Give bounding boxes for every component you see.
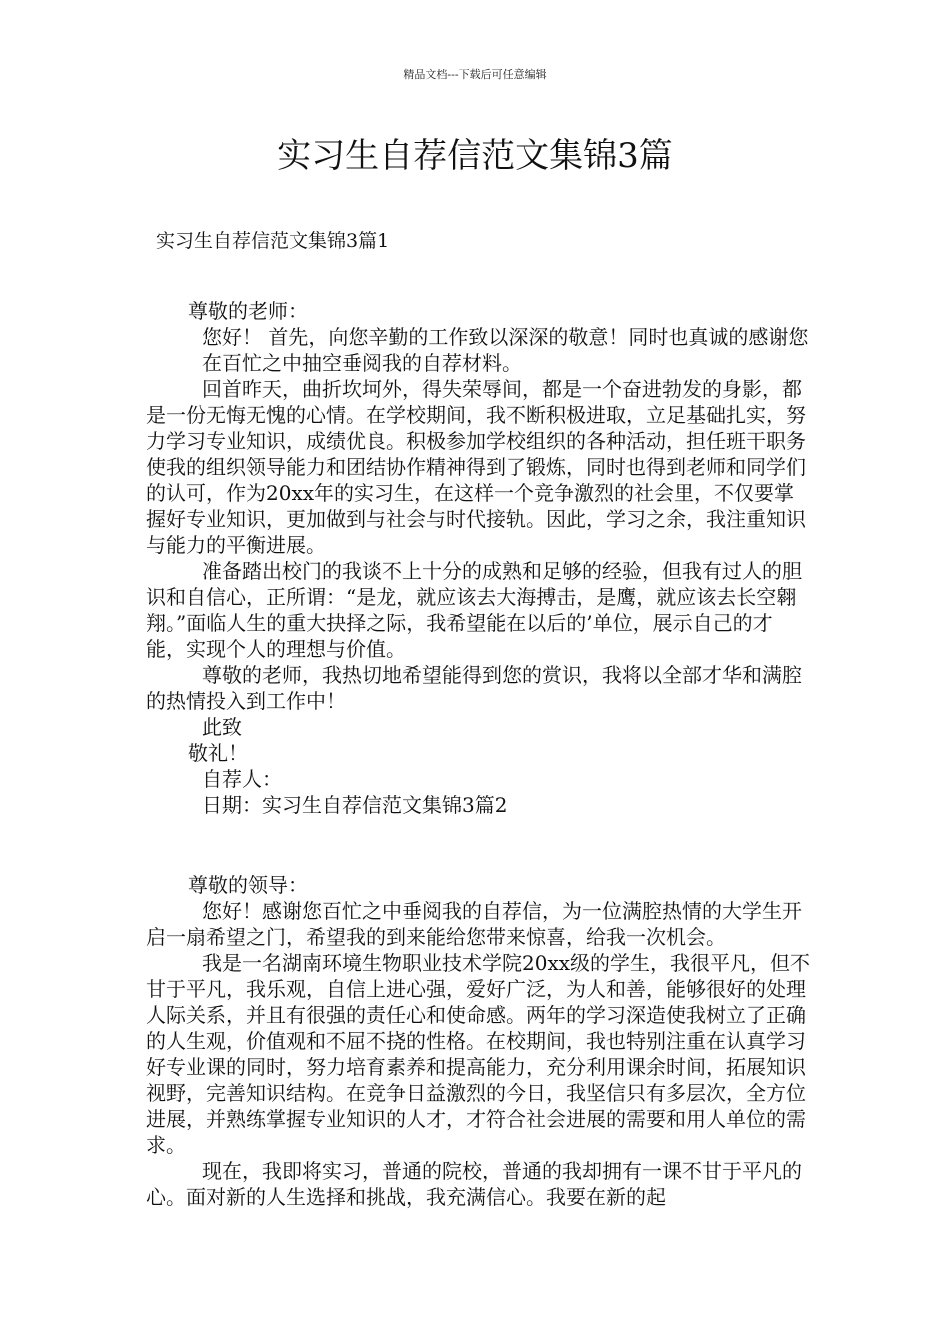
letter-1-signer: 自荐人： — [202, 767, 282, 791]
section-1-heading: 实习生自荐信范文集锦3篇1 — [156, 230, 390, 252]
letter-1-paragraph-3: 准备踏出校门的我谈不上十分的成熟和足够的经验，但我有过人的胆识和自信心，正所谓：“是龙，就应该去大海搏击，是鹰，就应该去长空翱翔。”面临人生的重大抉择之际，我希望能在以后的’单位，展示自己的才能，实现个人的理想与价值。 — [146, 559, 802, 661]
letter-2-paragraph-1: 您好！感谢您百忙之中垂阅我的自荐信，为一位满腔热情的大学生开启一扇希望之门，希望我的到来能给您带来惊喜，给我一次机会。 — [146, 899, 802, 949]
letter-1-body — [146, 298, 811, 818]
letter-2-paragraph-3: 现在，我即将实习，普通的院校，普通的我却拥有一课不甘于平凡的心。面对新的人生选择和挑战，我充满信心。我要在新的起 — [146, 1159, 802, 1209]
letter-1-paragraph-1-text: 您好！ 首先，向您辛勤的工作致以深深的敬意！同时也真诚的感谢您在百忙之中抽空垂阅我的自荐材料。 — [202, 325, 809, 375]
letter-2-salutation: 尊敬的领导： — [188, 873, 308, 897]
letter-1-paragraph-2: 回首昨天，曲折坎坷外，得失荣辱间，都是一个奋进勃发的身影，都是一份无悔无愧的心情。在学校期间，我不断积极进取，立足基础扎实，努力学习专业知识，成绩优良。积极参加学校组织的各种活动，担任班干职务使我的组织领导能力和团结协作精神得到了锻炼，同时也得到老师和同学们的认可，作为20xx年的实习生，在这样一个竞争激烈的社会里，不仅要掌握好专业知识，更加做到与社会与时代接轨。因此，学习之余，我注重知识与能力的平衡进展。 — [146, 377, 806, 557]
letter-1-salutation: 尊敬的老师： — [188, 299, 308, 323]
header-note: 精品文档---下载后可任意编辑 — [403, 68, 547, 81]
letter-1-paragraph-4: 尊敬的老师，我热切地希望能得到您的赏识，我将以全部才华和满腔的热情投入到工作中！ — [146, 663, 802, 713]
letter-1-closing-2: 敬礼！ — [188, 741, 248, 765]
letter-2-body — [146, 872, 811, 1210]
letter-1-paragraph-1 — [146, 324, 811, 376]
letter-1-closing-1: 此致 — [202, 715, 242, 739]
document-title: 实习生自荐信范文集锦3篇 — [277, 136, 673, 176]
letter-1-date: 日期：实习生自荐信范文集锦3篇2 — [202, 793, 508, 817]
letter-2-paragraph-2: 我是一名湖南环境生物职业技术学院20xx级的学生，我很平凡，但不甘于平凡，我乐观，自信上进心强，爱好广泛，为人和善，能够很好的处理人际关系，并且有很强的责任心和使命感。两年的学习深造使我树立了正确的人生观，价值观和不屈不挠的性格。在校期间，我也特别注重在认真学习好专业课的同时，努力培育素养和提高能力，充分利用课余时间，拓展知识视野，完善知识结构。在竞争日益激烈的今日，我坚信只有多层次，全方位进展，并熟练掌握专业知识的人才，才符合社会进展的需要和用人单位的需求。 — [146, 951, 811, 1157]
